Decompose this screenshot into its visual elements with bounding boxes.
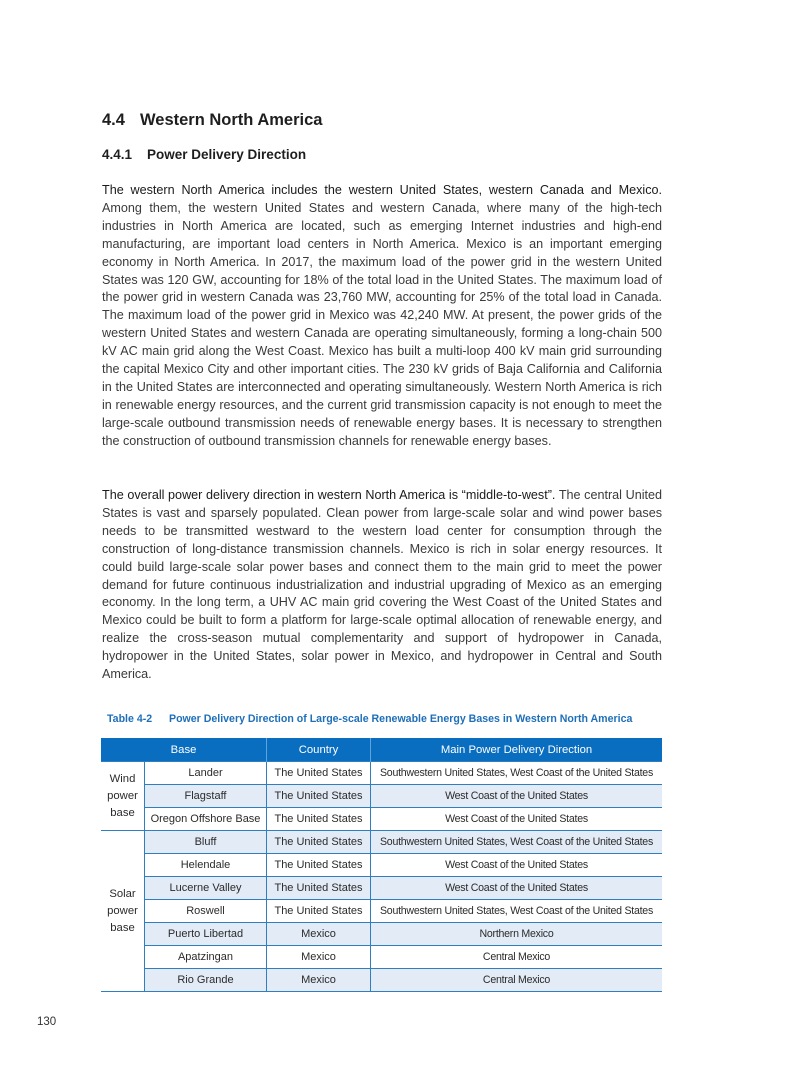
base-name: Helendale: [145, 854, 267, 877]
base-name: Lucerne Valley: [145, 877, 267, 900]
base-name: Lander: [145, 762, 267, 785]
direction: Southwestern United States, West Coast of the United States: [371, 762, 663, 785]
country: Mexico: [267, 946, 371, 969]
table-row: [101, 762, 662, 785]
direction: Southwestern United States, West Coast of the United States: [371, 900, 663, 923]
base-name: Bluff: [145, 831, 267, 854]
country: The United States: [267, 831, 371, 854]
group-label-wind: Wind power base: [101, 762, 145, 831]
direction: Central Mexico: [371, 969, 663, 992]
paragraph-2-lead: The overall power delivery direction in western North America is “middle-to-west”.: [102, 488, 556, 502]
table-row: [101, 854, 662, 877]
direction: West Coast of the United States: [371, 877, 663, 900]
direction: West Coast of the United States: [371, 854, 663, 877]
section-title: Western North America: [140, 111, 323, 129]
table-row: [101, 923, 662, 946]
table-title: Power Delivery Direction of Large-scale Renewable Energy Bases in Western North America: [169, 713, 633, 725]
paragraph-2-body: The central United States is vast and sparsely populated. Clean power from large-scale solar and wind power bases needs to be transmitted westward to the western load center for consumption through the construction of long-distance transmission channels. Mexico is rich in solar energy resources. It could build large-scale solar power bases and connect them to the main grid to meet the power demand for future continuous industrialization and industrial upgrading of Mexico as an emerging economy. In the long term, a UHV AC main grid covering the West Coast of the United States and Mexico could be built to form a platform for large-scale optimal allocation of renewable energy, and realize the cross-season mutual complementarity and support of hydropower in Canada, hydropower in the United States, solar power in Mexico, and hydropower in Central and South America.: [102, 488, 662, 682]
header-base: Base: [101, 738, 267, 762]
base-name: Puerto Libertad: [145, 923, 267, 946]
delivery-direction-table: [101, 738, 662, 992]
direction: West Coast of the United States: [371, 785, 663, 808]
paragraph-1: [102, 182, 662, 451]
country: Mexico: [267, 969, 371, 992]
group-label-solar: Solar power base: [101, 831, 145, 992]
country: The United States: [267, 785, 371, 808]
table-number: Table 4-2: [107, 713, 153, 725]
country: Mexico: [267, 923, 371, 946]
base-name: Oregon Offshore Base: [145, 808, 267, 831]
subsection-heading: [102, 147, 306, 162]
direction: West Coast of the United States: [371, 808, 663, 831]
subsection-title: Power Delivery Direction: [147, 147, 307, 162]
country: The United States: [267, 877, 371, 900]
table-caption: [107, 713, 632, 725]
table-row: [101, 946, 662, 969]
direction: Northern Mexico: [371, 923, 663, 946]
table-row: [101, 969, 662, 992]
country: The United States: [267, 900, 371, 923]
section-heading: [102, 111, 322, 130]
paragraph-1-body: Among them, the western United States and western Canada, where many of the high-tech industries in North America are located, such as emerging Internet industries and high-end manufacturing, are important load centers in North America. Mexico is an important emerging economy in North America. In 2017, the maximum load of the power grid in the western United States was 120 GW, accounting for 18% of the total load in the United States. The maximum load of the power grid in western Canada was 23,760 MW, accounting for 25% of the total load in Canada. The maximum load of the power grid in Mexico was 42,240 MW. At present, the power grids of the western United States and western Canada are operating simultaneously, forming a long-chain 500 kV AC main grid along the West Coast. Mexico has built a multi-loop 400 kV main grid surrounding the capital Mexico City and other important cities. The 230 kV grids of Baja California and California in the United States are interconnected and operating simultaneously. Western North America is rich in renewable energy resources, and the current grid transmission capacity is not enough to meet the large-scale outbound transmission needs of renewable energy bases. It is necessary to strengthen the construction of outbound transmission channels for renewable energy bases.: [102, 200, 662, 448]
direction: Southwestern United States, West Coast of the United States: [371, 831, 663, 854]
paragraph-2: [102, 487, 662, 684]
subsection-number: 4.4.1: [102, 147, 133, 162]
table-row: [101, 900, 662, 923]
paragraph-1-lead: The western North America includes the western United States, western Canada and Mexico.: [102, 183, 662, 197]
table-row: [101, 808, 662, 831]
table-row: [101, 877, 662, 900]
base-name: Rio Grande: [145, 969, 267, 992]
header-direction: Main Power Delivery Direction: [371, 738, 663, 762]
base-name: Flagstaff: [145, 785, 267, 808]
table-header-row: [101, 738, 662, 762]
page-number: 130: [37, 1016, 57, 1028]
country: The United States: [267, 808, 371, 831]
base-name: Apatzingan: [145, 946, 267, 969]
section-number: 4.4: [102, 111, 125, 129]
direction: Central Mexico: [371, 946, 663, 969]
table-row: [101, 785, 662, 808]
header-country: Country: [267, 738, 371, 762]
table-row: [101, 831, 662, 854]
country: The United States: [267, 854, 371, 877]
country: The United States: [267, 762, 371, 785]
base-name: Roswell: [145, 900, 267, 923]
